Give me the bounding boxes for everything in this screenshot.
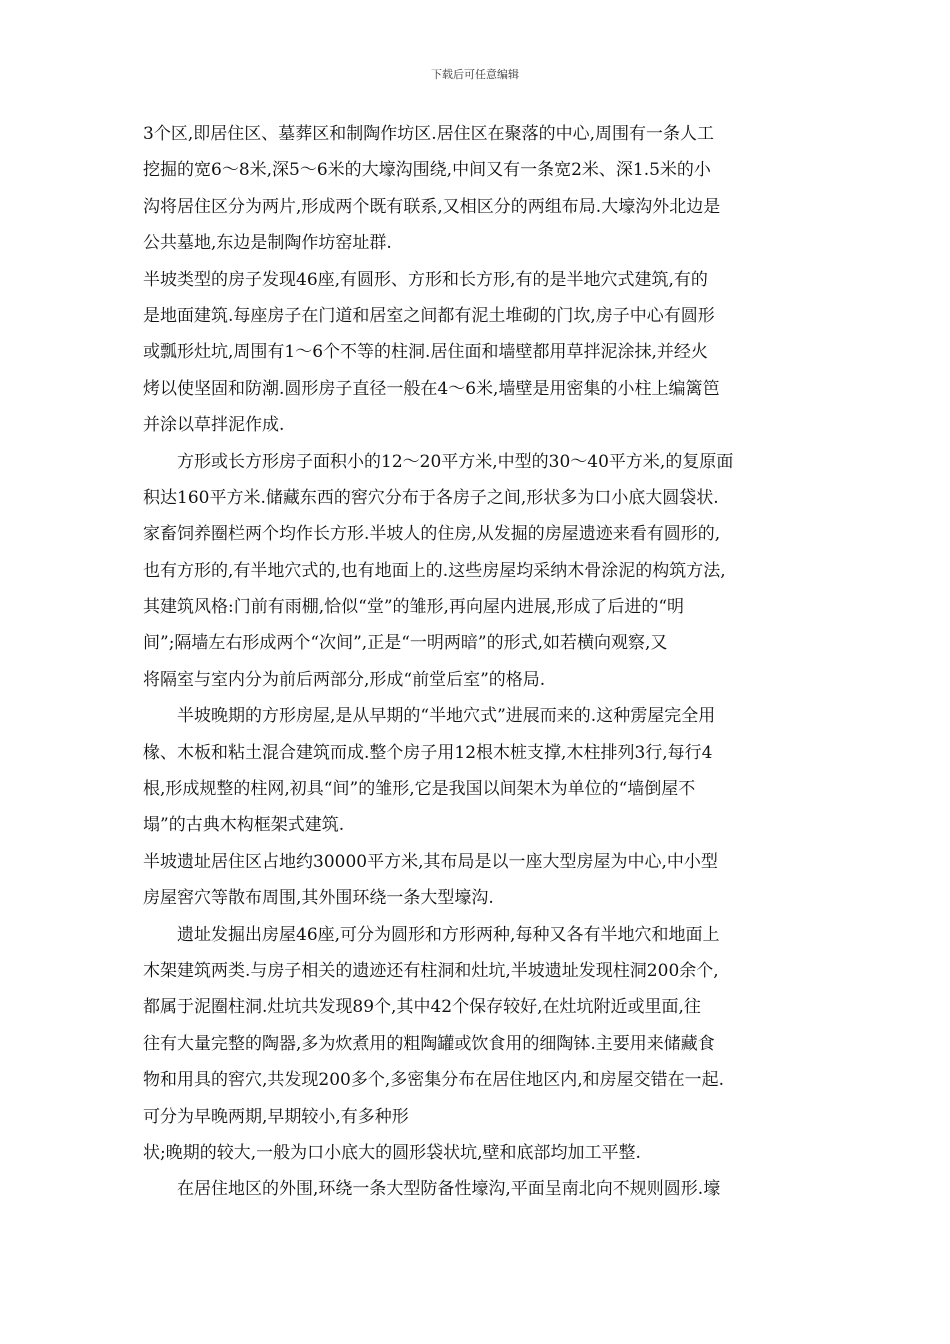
text-line: 公共墓地,东边是制陶作坊窑址群. (143, 233, 392, 254)
text-line: 半坡类型的房子发现46座,有圆形、方形和长方形,有的是半地穴式建筑,有的 (143, 269, 708, 290)
text-line: 半坡晚期的方形房屋,是从早期的“半地穴式”进展而来的.这种雳屋完全用 (177, 706, 716, 727)
text-line: 都属于泥圈柱洞.灶坑共发现89个,其中42个保存较好,在灶坑附近或里面,往 (143, 997, 701, 1018)
text-line: 房屋窖穴等散布周围,其外围环绕一条大型壕沟. (143, 888, 494, 909)
text-line: 并涂以草拌泥作成. (143, 415, 285, 436)
text-line: 烤以使坚固和防潮.圆形房子直径一般在4～6米,墙壁是用密集的小柱上编篱笆 (143, 378, 720, 399)
text-line: 将隔室与室内分为前后两部分,形成“前堂后室”的格局. (143, 669, 546, 690)
text-line: 间”;隔墙左右形成两个“次间”,正是“一明两暗”的形式,如若横向观察,又 (143, 633, 668, 654)
text-line: 3个区,即居住区、墓葬区和制陶作坊区.居住区在聚落的中心,周围有一条人工 (143, 124, 715, 144)
text-line: 在居住地区的外围,环绕一条大型防备性壕沟,平面呈南北向不规则圆形.壕 (177, 1179, 721, 1200)
text-line: 塌”的古典木构框架式建筑. (143, 815, 345, 836)
text-line: 木架建筑两类.与房子相关的遗迹还有柱洞和灶坑,半坡遗址发现柱洞200余个, (143, 960, 719, 981)
text-line: 也有方形的,有半地穴式的,也有地面上的.这些房屋均采纳木骨涂泥的构筑方法, (143, 560, 726, 581)
page-header: 下载后可任意编辑 (431, 68, 519, 81)
text-line: 方形或长方形房子面积小的12～20平方米,中型的30～40平方米,的复原面 (177, 451, 734, 472)
text-line: 家畜饲养圈栏两个均作长方形.半坡人的住房,从发掘的房屋遗迹来看有圆形的, (143, 524, 721, 545)
text-line: 或瓢形灶坑,周围有1～6个不等的柱洞.居住面和墙壁都用草拌泥涂抹,并经火 (143, 342, 708, 363)
text-line: 状;晚期的较大,一般为口小底大的圆形袋状坑,壁和底部均加工平整. (143, 1142, 641, 1163)
text-line: 可分为早晚两期,早期较小,有多种形 (143, 1106, 409, 1127)
text-line: 挖掘的宽6～8米,深5～6米的大壕沟围绕,中间又有一条宽2米、深1.5米的小 (143, 160, 711, 181)
text-line: 其建筑风格:门前有雨棚,恰似“堂”的雏形,再向屋内进展,形成了后进的“明 (143, 597, 685, 618)
text-line: 是地面建筑.每座房子在门道和居室之间都有泥土堆砌的门坎,房子中心有圆形 (143, 305, 715, 326)
text-line: 往有大量完整的陶器,多为炊煮用的粗陶罐或饮食用的细陶钵.主要用来储藏食 (143, 1033, 715, 1054)
text-line: 半坡遗址居住区占地约30000平方米,其布局是以一座大型房屋为中心,中小型 (143, 851, 718, 872)
text-line: 遗址发掘出房屋46座,可分为圆形和方形两种,每种又各有半地穴和地面上 (177, 924, 720, 945)
text-line: 沟将居住区分为两片,形成两个既有联系,又相区分的两组布局.大壕沟外北边是 (143, 196, 721, 217)
text-line: 椽、木板和粘土混合建筑而成.整个房子用12根木桩支撑,木柱排列3行,每行4 (143, 742, 713, 763)
text-line: 物和用具的窖穴,共发现200多个,多密集分布在居住地区内,和房屋交错在一起. (143, 1070, 725, 1091)
text-line: 积达160平方米.储藏东西的窖穴分布于各房子之间,形状多为口小底大圆袋状. (143, 487, 719, 508)
body-text (143, 116, 811, 1208)
text-line: 根,形成规整的柱网,初具“间”的雏形,它是我国以间架木为单位的“墙倒屋不 (143, 779, 696, 800)
